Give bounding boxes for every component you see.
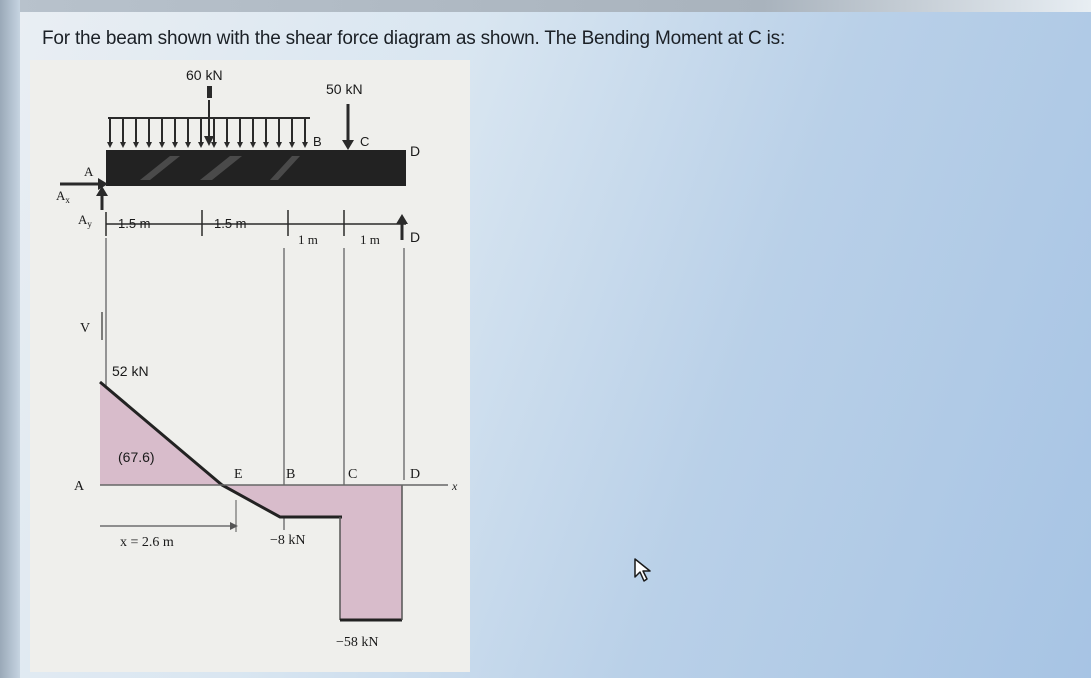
shear-vc-label: −58 kN (336, 635, 379, 650)
point-c-label: C (360, 134, 370, 149)
shear-point-d: D (410, 467, 421, 482)
x-axis-label: x (452, 479, 458, 493)
reaction-ax-label: $A_x$ (56, 188, 70, 205)
screen-left-edge (0, 0, 20, 678)
point-a-label: A (84, 164, 94, 179)
beam-figure (30, 60, 470, 672)
resultant-load-arrow (204, 86, 214, 146)
point-load-arrow (342, 104, 354, 150)
reaction-ay-label: $A_y$ (78, 212, 92, 229)
shear-axis-label: V (80, 321, 91, 336)
mouse-cursor-icon (633, 557, 655, 583)
shear-area-label: (67.6) (118, 449, 155, 465)
distributed-load-label: 60 kN (186, 67, 223, 83)
point-load-label: 50 kN (326, 81, 363, 97)
point-d-label: D (410, 143, 421, 159)
shear-point-c: C (348, 467, 358, 482)
dim-label-2: 1.5 m (214, 216, 247, 231)
point-b-label: B (313, 134, 322, 149)
beam-and-shear-diagram (30, 60, 470, 672)
shear-vb-label: −8 kN (270, 533, 306, 548)
dim-label-3: 1 m (298, 232, 318, 247)
reaction-d-label: D (410, 229, 421, 245)
shear-negative-area-cd (340, 485, 402, 620)
beam-body (106, 150, 406, 186)
origin-label: A (74, 479, 85, 494)
shear-point-b: B (286, 467, 296, 482)
shear-max-label: 52 kN (112, 363, 149, 379)
question-text: For the beam shown with the shear force diagram as shown. The Bending Moment at C is: (42, 28, 786, 49)
screen-top-edge (0, 0, 1091, 12)
shear-point-e: E (234, 467, 243, 482)
dim-label-1: 1.5 m (118, 216, 151, 231)
shear-negative-area-eb (222, 485, 342, 517)
x-location-label: x = 2.6 m (120, 535, 174, 550)
dim-label-4: 1 m (360, 232, 380, 247)
